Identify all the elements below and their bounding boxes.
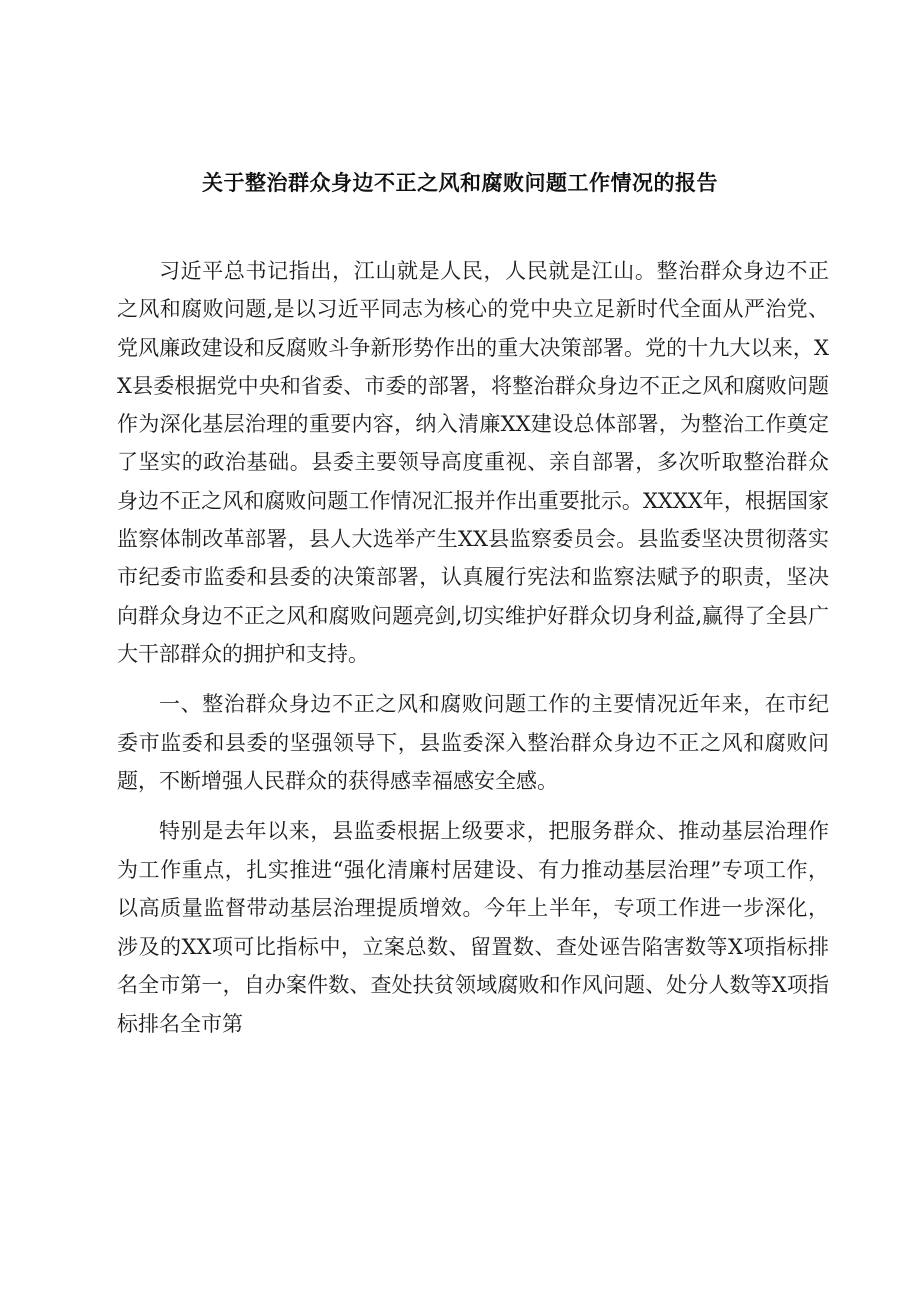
document-title: 关于整治群众身边不正之风和腐败问题工作情况的报告 (202, 171, 718, 195)
paragraph-section-one: 一、整治群众身边不正之风和腐败问题工作的主要情况近年来，在市纪委市监委和县委的坚强领导下，县监委深入整治群众身边不正之风和腐败问题，不断增强人民群众的获得感幸福感安全感。 (117, 692, 829, 794)
paragraph-special: 特别是去年以来，县监委根据上级要求，把服务群众、推动基层治理作为工作重点，扎实推进“强化清廉村居建设、有力推动基层治理”专项工作，以高质量监督带动基层治理提质增效。今年上半年，专项工作进一步深化，涉及的XX项可比指标中，立案总数、留置数、查处诬告陷害数等X项指标排名全市第一，自办案件数、查处扶贫领域腐败和作风问题、处分人数等X项指标排名全市第 (117, 819, 829, 1036)
document-body (117, 252, 829, 1055)
paragraph-intro: 习近平总书记指出，江山就是人民，人民就是江山。整治群众身边不正之风和腐败问题,是以习近平同志为核心的党中央立足新时代全面从严治党、党风廉政建设和反腐败斗争新形势作出的重大决策部署。党的十九大以来，XX县委根据党中央和省委、市委的部署，将整治群众身边不正之风和腐败问题作为深化基层治理的重要内容，纳入清廉XX建设总体部署，为整治工作奠定了坚实的政治基础。县委主要领导高度重视、亲自部署，多次听取整治群众身边不正之风和腐败问题工作情况汇报并作出重要批示。XXXX年，根据国家监察体制改革部署，县人大选举产生XX县监察委员会。县监委坚决贯彻落实市纪委市监委和县委的决策部署，认真履行宪法和监察法赋予的职责，坚决向群众身边不正之风和腐败问题亮剑,切实维护好群众切身利益,赢得了全县广大干部群众的拥护和支持。 (117, 259, 829, 666)
